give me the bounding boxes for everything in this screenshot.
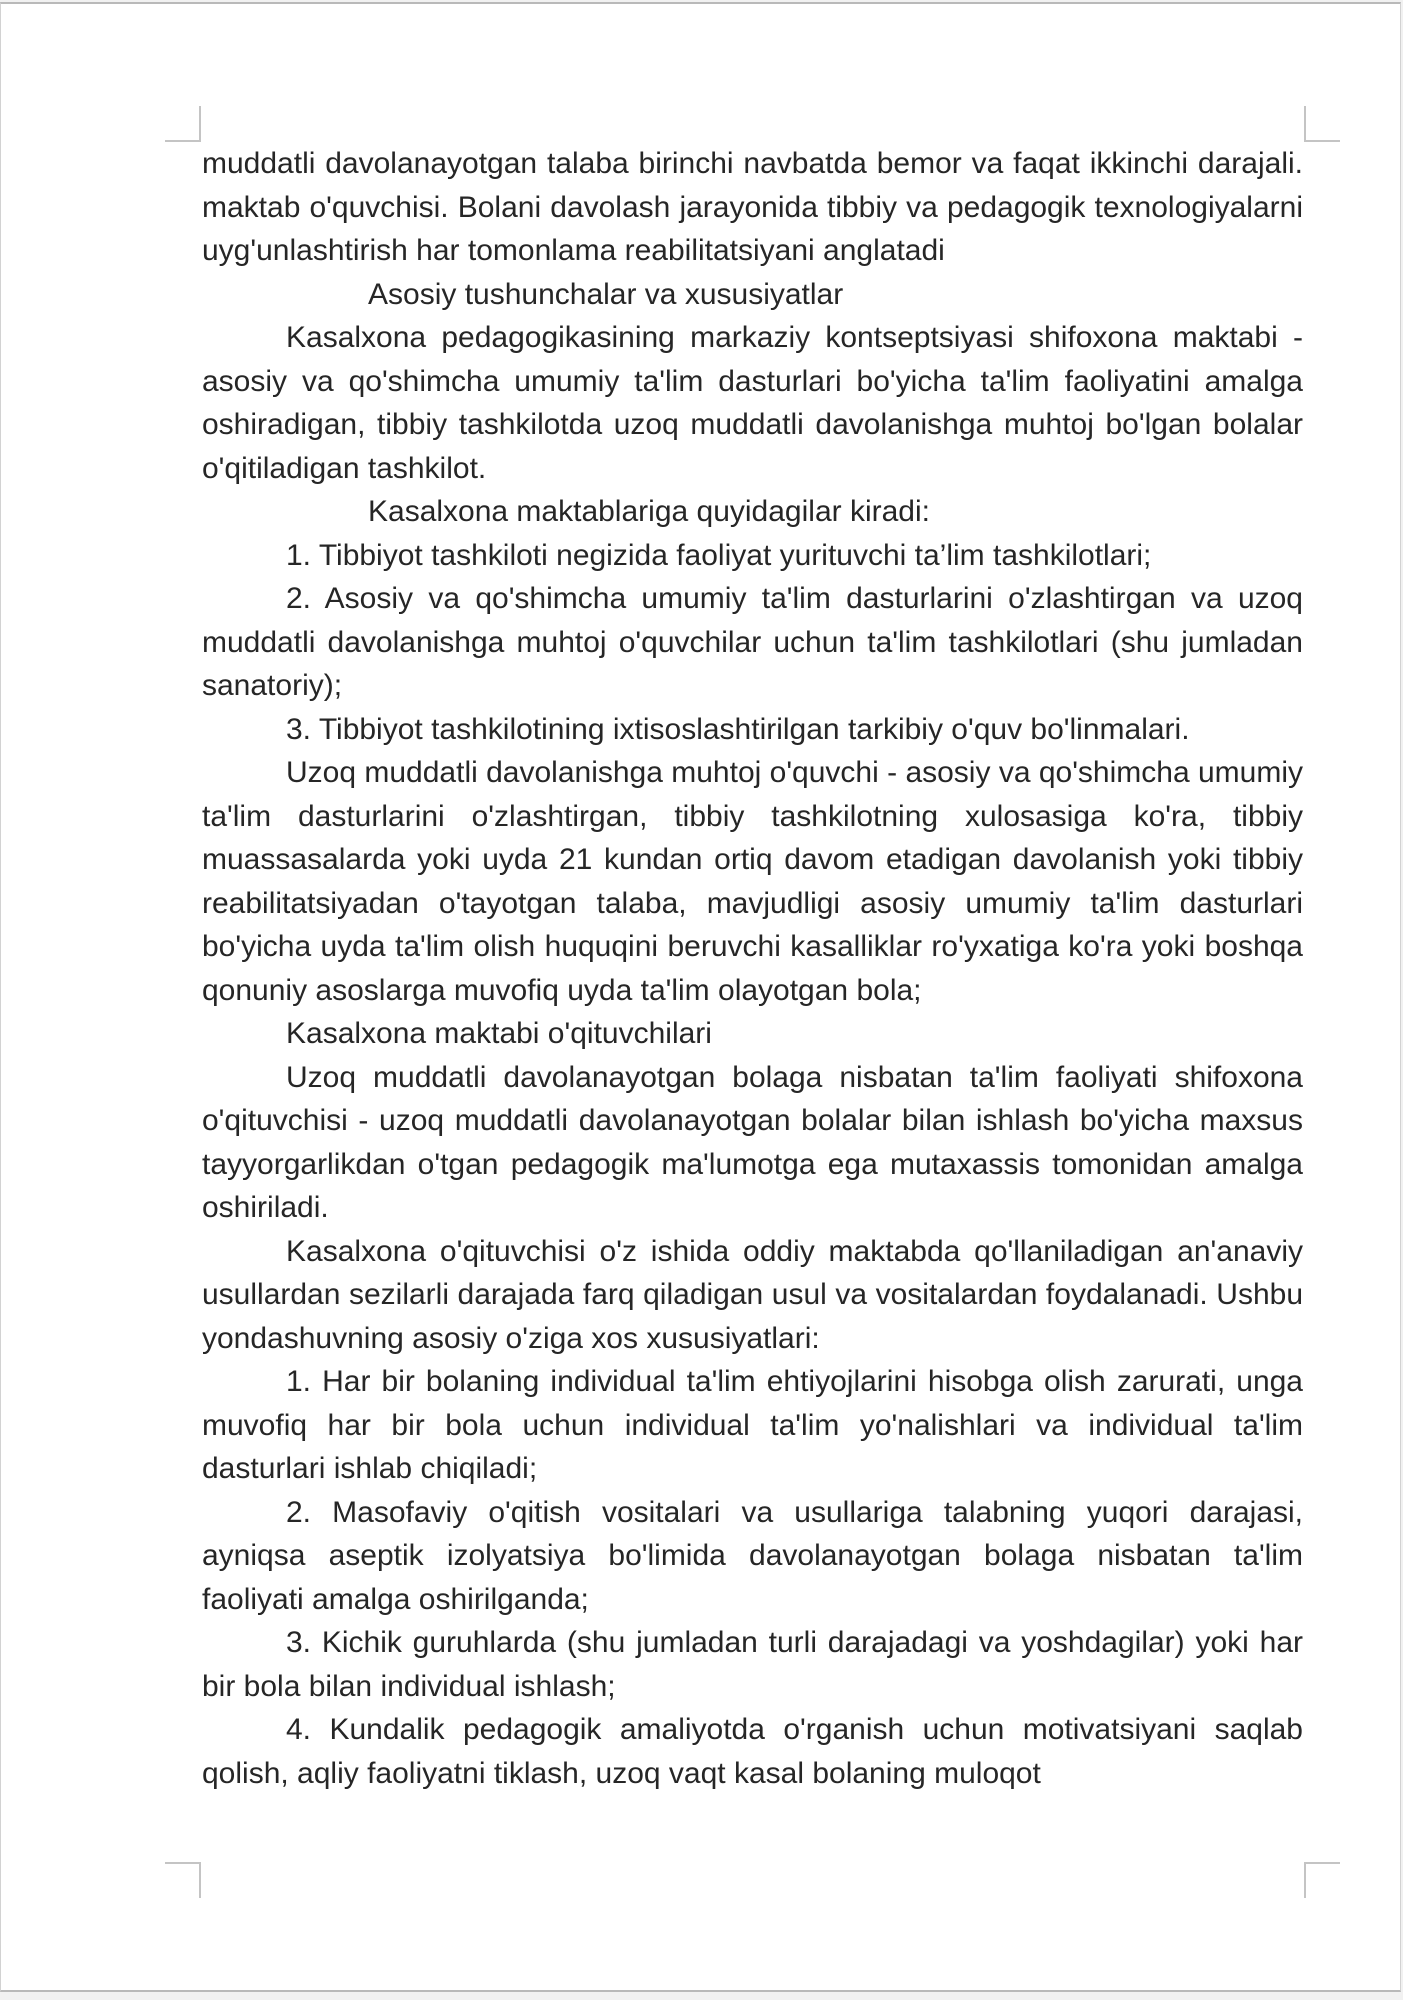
paragraph: Uzoq muddatli davolanayotgan bolaga nisbatan ta'lim faoliyati shifoxona o'qituvchisi - uzoq muddatli davolanayotgan bolalar bilan ishlash bo'yicha maxsus tayyorgarlikdan o'tgan pedagogik ma'lumotga ega mutaxassis tomonidan amalga oshiriladi. <box>202 1060 1303 1224</box>
list-item: 2. Masofaviy o'qitish vositalari va usullariga talabning yuqori darajasi, ayniqsa aseptik izolyatsiya bo'limida davolanayotgan bolaga nisbatan ta'lim faoliyati amalga oshirilganda; <box>202 1495 1303 1616</box>
paragraph: Kasalxona o'qituvchisi o'z ishida oddiy maktabda qo'llaniladigan an'anaviy usullardan sezilarli darajada farq qiladigan usul va vositalardan foydalanadi. Ushbu yondashuvning asosiy o'ziga xos xususiyatlari: <box>202 1234 1303 1355</box>
list-item: 1. Tibbiyot tashkiloti negizida faoliyat yurituvchi ta’lim tashkilotlari; <box>286 538 1152 572</box>
paragraph: Kasalxona pedagogikasining markaziy kontseptsiyasi shifoxona maktabi - asosiy va qo'shimcha umumiy ta'lim dasturlari bo'yicha ta'lim faoliyatini amalga oshiradigan, tibbiy tashkilotda uzoq muddatli davolanishga muhtoj bo'lgan bolalar o'qitiladigan tashkilot. <box>202 321 1303 485</box>
paragraph-continuation: muddatli davolanayotgan talaba birinchi navbatda bemor va faqat ikkinchi darajali. maktab o'quvchisi. Bolani davolash jarayonida tibbiy va pedagogik texnologiyalarni uyg'unlashtirish har tomonlama reabilitatsiyani anglatadi <box>202 147 1303 267</box>
list-item: 3. Kichik guruhlarda (shu jumladan turli darajadagi va yoshdagilar) yoki har bir bola bilan individual ishlash; <box>202 1626 1303 1703</box>
section-heading: Kasalxona maktabi o'qituvchilari <box>286 1017 712 1050</box>
top-left-margin-marker <box>165 106 201 142</box>
list-intro-heading: Kasalxona maktablariga quyidagilar kiradi: <box>368 495 930 528</box>
list-item: 3. Tibbiyot tashkilotining ixtisoslashtirilgan tarkibiy o'quv bo'linmalari. <box>286 712 1190 746</box>
paragraph: Uzoq muddatli davolanishga muhtoj o'quvchi - asosiy va qo'shimcha umumiy ta'lim dasturlarini o'zlashtirgan, tibbiy tashkilotning xulosasiga ko'ra, tibbiy muassasalarda yoki uyda 21 kundan ortiq davom etadigan davolanish yoki tibbiy reabilitatsiyadan o'tayotgan talaba, mavjudligi asosiy umumiy ta'lim dasturlari bo'yicha uyda ta'lim olish huquqini beruvchi kasalliklar ro'yxatiga ko'ra yoki boshqa qonuniy asoslarga muvofiq uyda ta'lim olayotgan bola; <box>202 756 1303 1007</box>
list-item: 2. Asosiy va qo'shimcha umumiy ta'lim dasturlarini o'zlashtirgan va uzoq muddatli davolanishga muhtoj o'quvchilar uchun ta'lim tashkilotlari (shu jumladan sanatoriy); <box>202 582 1303 702</box>
document-body <box>202 142 1303 1795</box>
bottom-left-margin-marker <box>165 1862 201 1898</box>
section-heading: Asosiy tushunchalar va xususiyatlar <box>368 277 844 311</box>
document-page <box>0 2 1401 1992</box>
top-right-margin-marker <box>1304 106 1340 142</box>
list-item: 1. Har bir bolaning individual ta'lim ehtiyojlarini hisobga olish zarurati, unga muvofiq har bir bola uchun individual ta'lim yo'nalishlari va individual ta'lim dasturlari ishlab chiqiladi; <box>202 1365 1303 1485</box>
list-item: 4. Kundalik pedagogik amaliyotda o'rganish uchun motivatsiyani saqlab qolish, aqliy faoliyatni tiklash, uzoq vaqt kasal bolaning muloqot <box>202 1713 1303 1790</box>
bottom-right-margin-marker <box>1304 1862 1340 1898</box>
